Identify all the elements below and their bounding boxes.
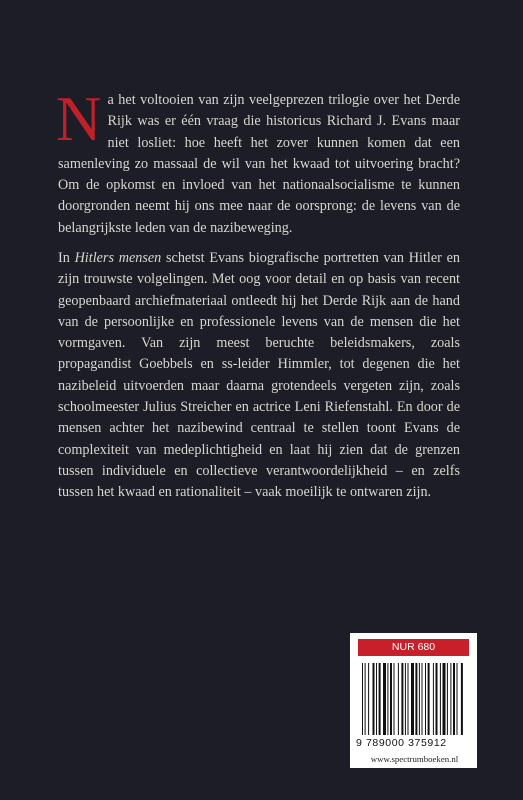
- intro-paragraph: [56, 84, 460, 239]
- barcode-bar: [433, 663, 434, 735]
- barcode-bar: [398, 663, 399, 735]
- intro-text: a het voltooien van zijn veelgeprezen trilogie over het Derde Rijk was er één vraag die historicus Richard J. Evans maar niet losliet: hoe heeft het zover kunnen komen dat een samenleving zo massaal de wil van het kwaad tot uitvoering bracht? Om de opkomst en invloed van het nationaalsocialisme te kunnen doorgronden neemt hij ons mee naar de oorsprong: de levens van de belangrijkste leden van de nazibeweging.: [58, 92, 460, 236]
- barcode-bar: [447, 663, 448, 735]
- barcode-bar: [376, 663, 377, 735]
- isbn-digits: 9 789000 375912: [356, 737, 447, 749]
- barcode-bar: [422, 663, 423, 735]
- body-text: schetst Evans biografische portretten van Hitler en zijn trouwste volgelingen. Met oog voor detail en op basis van recent geopenbaard archiefmateriaal ontleedt hij het Derde Rijk aan de hand van de persoonlijke en professionele levens van de mensen die het vormgaven. Van zijn meest beruchte beleidsmakers, zoals propagandist Goebbels en ss-leider Himmler, tot degenen die het nazibeleid uitvoerden maar daarna grotendeels vergeten zijn, zoals schoolmeester Julius Streicher en actrice Leni Riefenstahl. En door de mensen achter het nazibewind centraal te stellen toont Evans de complexiteit van medeplichtigheid en laat hij zien dat de grenzen tussen individuele en collectieve verantwoordelijkheid – en zelfs tussen het kwaad en rationaliteit – vaak moeilijk te ontwaren zijn.: [58, 250, 460, 501]
- barcode-bar: [405, 663, 406, 735]
- barcode-bar: [365, 663, 366, 735]
- barcode-bar: [387, 663, 388, 735]
- barcode-bar: [419, 663, 420, 735]
- barcode-bar: [408, 663, 409, 735]
- barcode-panel: [350, 633, 477, 768]
- body-lead: In: [58, 250, 75, 266]
- barcode-bar: [443, 663, 446, 735]
- barcode-bar: [394, 663, 395, 735]
- barcode-bar: [415, 663, 417, 735]
- book-title-italic: Hitlers mensen: [74, 250, 162, 266]
- barcode-bar: [461, 663, 463, 735]
- barcode-bar: [390, 663, 392, 735]
- barcode-bar: [368, 663, 369, 735]
- barcode-bars: [362, 663, 465, 735]
- barcode-bar: [383, 663, 386, 735]
- barcode-bar: [457, 663, 458, 735]
- barcode-bar: [411, 663, 414, 735]
- barcode-bar: [373, 663, 375, 735]
- publisher-website: www.spectrumboeken.nl: [370, 754, 459, 764]
- barcode-bar: [453, 663, 455, 735]
- nur-label: NUR 680: [358, 639, 469, 656]
- barcode-bar: [440, 663, 441, 735]
- barcode-bar: [362, 663, 363, 735]
- drop-cap: N: [56, 84, 102, 154]
- body-paragraph: [58, 248, 460, 504]
- barcode-bar: [428, 663, 430, 735]
- barcode-bar: [450, 663, 451, 735]
- barcode-bar: [436, 663, 438, 735]
- barcode-bar: [379, 663, 381, 735]
- barcode-bar: [401, 663, 403, 735]
- barcode-bar: [425, 663, 426, 735]
